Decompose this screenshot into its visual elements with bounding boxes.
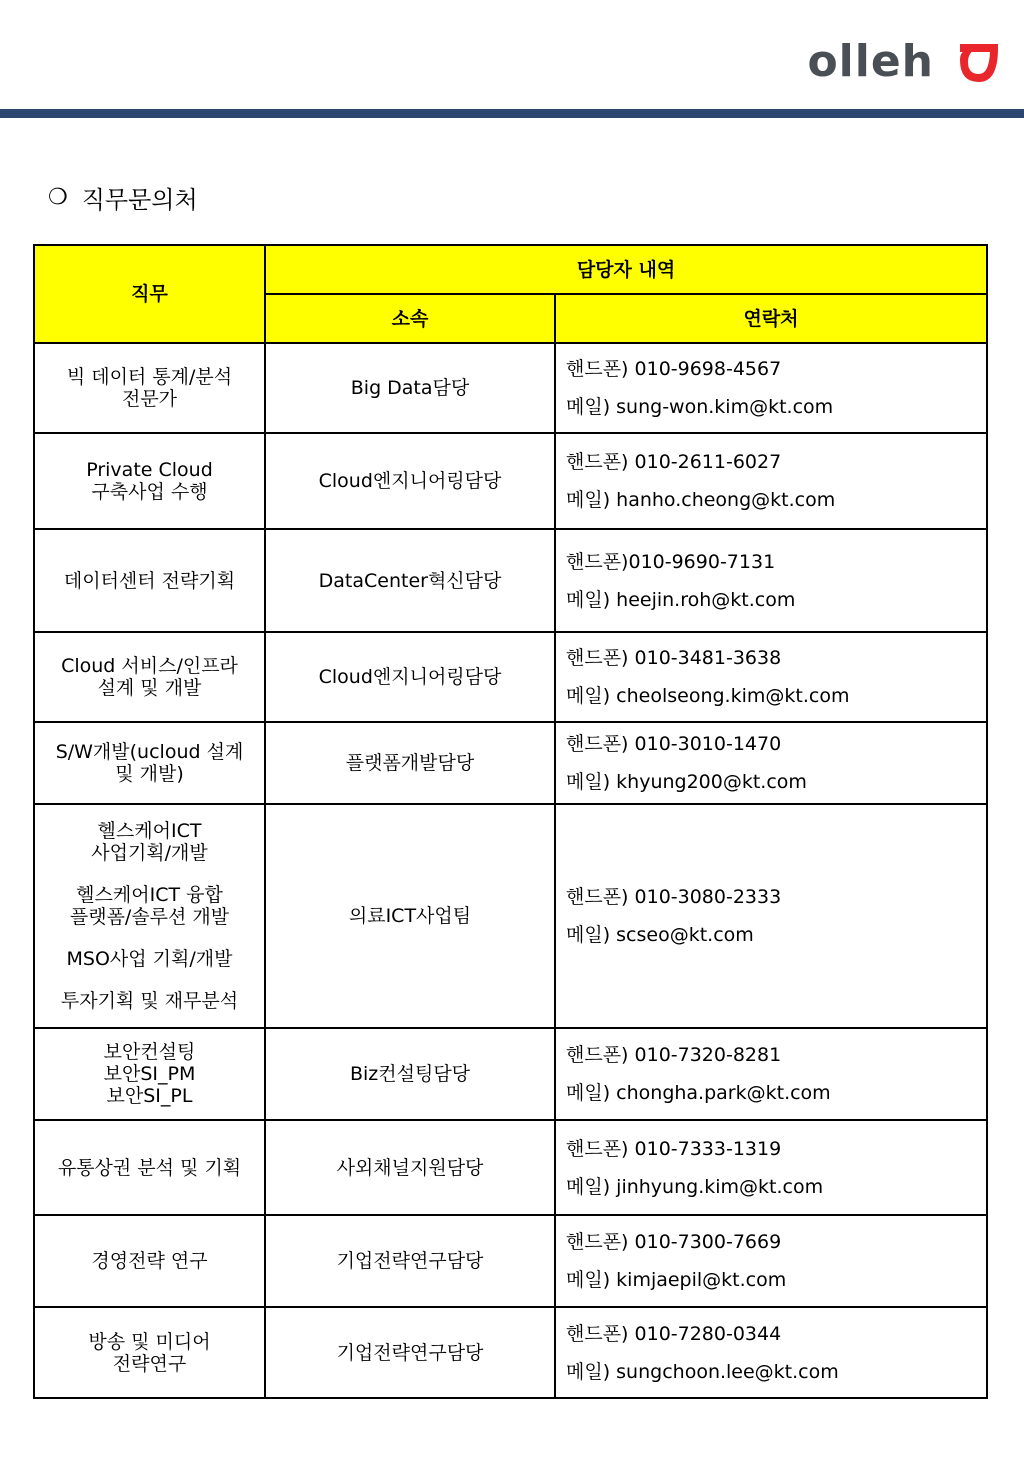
dept-cell: Big Data담당 <box>265 343 555 433</box>
dept-cell: 사외채널지원담당 <box>265 1120 555 1215</box>
header-dept: 소속 <box>265 294 555 343</box>
phone-text: 핸드폰) 010-7280-0344 <box>566 1322 782 1345</box>
role-cell <box>34 529 265 632</box>
role-cell <box>34 804 265 1028</box>
role-line: 헬스케어ICT <box>97 820 202 842</box>
email-text: 메일) jinhyung.kim@kt.com <box>566 1175 824 1198</box>
role-cell <box>34 1028 265 1120</box>
email-text: 메일) chongha.park@kt.com <box>566 1082 831 1104</box>
email-text: 메일) hanho.cheong@kt.com <box>566 489 836 511</box>
table-row <box>34 529 987 632</box>
role-line: 헬스케어ICT 융합 <box>76 884 223 906</box>
table-row <box>34 632 987 722</box>
role-line: Private Cloud <box>86 459 213 481</box>
role-line: 보안컨설팅 <box>103 1041 196 1063</box>
dept-cell: 의료ICT사업팀 <box>265 804 555 1028</box>
header-divider <box>0 109 1024 118</box>
role-cell <box>34 632 265 722</box>
dept-cell: 기업전략연구담당 <box>265 1215 555 1307</box>
dept-cell: Cloud엔지니어링담당 <box>265 433 555 529</box>
email-text: 메일) khyung200@kt.com <box>566 771 807 793</box>
role-line: 사업기획/개발 <box>91 842 208 864</box>
role-line: 보안SI_PL <box>106 1085 193 1107</box>
contact-cell <box>555 1028 987 1120</box>
contact-cell <box>555 529 987 632</box>
contact-cell <box>555 1215 987 1307</box>
table-row <box>34 804 987 1028</box>
contact-cell <box>555 632 987 722</box>
role-line: 투자기획 및 재무분석 <box>60 990 239 1012</box>
table-row <box>34 1307 987 1398</box>
email-text: 메일) scseo@kt.com <box>566 924 754 946</box>
role-line: S/W개발(ucloud 설계 <box>55 741 244 763</box>
role-line: 구축사업 수행 <box>91 481 208 503</box>
olleh-logo <box>807 38 1002 86</box>
role-cell <box>34 1120 265 1215</box>
role-cell <box>34 1215 265 1307</box>
role-line: 전문가 <box>121 388 178 410</box>
contact-cell <box>555 1120 987 1215</box>
table-row <box>34 433 987 529</box>
role-line: 전략연구 <box>112 1352 187 1375</box>
contact-cell <box>555 722 987 804</box>
role-line: 방송 및 미디어 <box>88 1330 211 1353</box>
email-text: 메일) sung-won.kim@kt.com <box>566 396 834 418</box>
table-row <box>34 1215 987 1307</box>
dept-cell: DataCenter혁신담당 <box>265 529 555 632</box>
role-cell <box>34 433 265 529</box>
role-line: 데이터센터 전략기획 <box>63 569 236 592</box>
contact-cell <box>555 343 987 433</box>
role-line: 유통상권 분석 및 기획 <box>57 1156 242 1179</box>
section-heading <box>48 180 198 215</box>
dept-cell: Cloud엔지니어링담당 <box>265 632 555 722</box>
dept-cell: Biz컨설팅담당 <box>265 1028 555 1120</box>
role-line: 플랫폼/솔루션 개발 <box>69 906 230 928</box>
role-cell <box>34 343 265 433</box>
phone-text: 핸드폰) 010-2611-6027 <box>566 451 782 473</box>
job-contact-table <box>33 244 988 1399</box>
phone-text: 핸드폰)010-9690-7131 <box>566 550 776 573</box>
email-text: 메일) heejin.roh@kt.com <box>566 588 796 611</box>
header-contact: 연락처 <box>555 294 987 343</box>
email-text: 메일) cheolseong.kim@kt.com <box>566 685 850 707</box>
role-line: 경영전략 연구 <box>91 1250 208 1272</box>
phone-text: 핸드폰) 010-7333-1319 <box>566 1137 782 1160</box>
logo-wordmark: olleh <box>807 36 934 87</box>
contact-cell <box>555 433 987 529</box>
role-line: 설계 및 개발 <box>97 677 202 699</box>
table-row <box>34 343 987 433</box>
phone-text: 핸드폰) 010-9698-4567 <box>566 358 782 380</box>
table-row <box>34 722 987 804</box>
contact-cell <box>555 1307 987 1398</box>
email-text: 메일) sungchoon.lee@kt.com <box>566 1360 839 1383</box>
role-cell <box>34 722 265 804</box>
header-contact-group: 담당자 내역 <box>265 245 987 294</box>
phone-text: 핸드폰) 010-7300-7669 <box>566 1231 782 1253</box>
section-title: 직무문의처 <box>81 186 198 214</box>
phone-text: 핸드폰) 010-3080-2333 <box>566 886 782 908</box>
phone-text: 핸드폰) 010-3481-3638 <box>566 647 782 669</box>
dept-cell: 플랫폼개발담당 <box>265 722 555 804</box>
circle-bullet-icon: ❍ <box>48 185 68 210</box>
table-row <box>34 1028 987 1120</box>
contact-cell <box>555 804 987 1028</box>
olleh-mark-icon <box>956 38 1002 86</box>
dept-cell: 기업전략연구담당 <box>265 1307 555 1398</box>
phone-text: 핸드폰) 010-3010-1470 <box>566 733 782 755</box>
email-text: 메일) kimjaepil@kt.com <box>566 1269 787 1291</box>
role-line: 및 개발) <box>115 763 184 785</box>
table-row <box>34 1120 987 1215</box>
role-line: Cloud 서비스/인프라 <box>61 655 238 677</box>
role-cell <box>34 1307 265 1398</box>
role-line: MSO사업 기획/개발 <box>66 948 233 970</box>
role-line: 보안SI_PM <box>103 1063 196 1085</box>
phone-text: 핸드폰) 010-7320-8281 <box>566 1044 782 1066</box>
header-role: 직무 <box>34 245 265 343</box>
role-line: 빅 데이터 통계/분석 <box>66 366 233 388</box>
